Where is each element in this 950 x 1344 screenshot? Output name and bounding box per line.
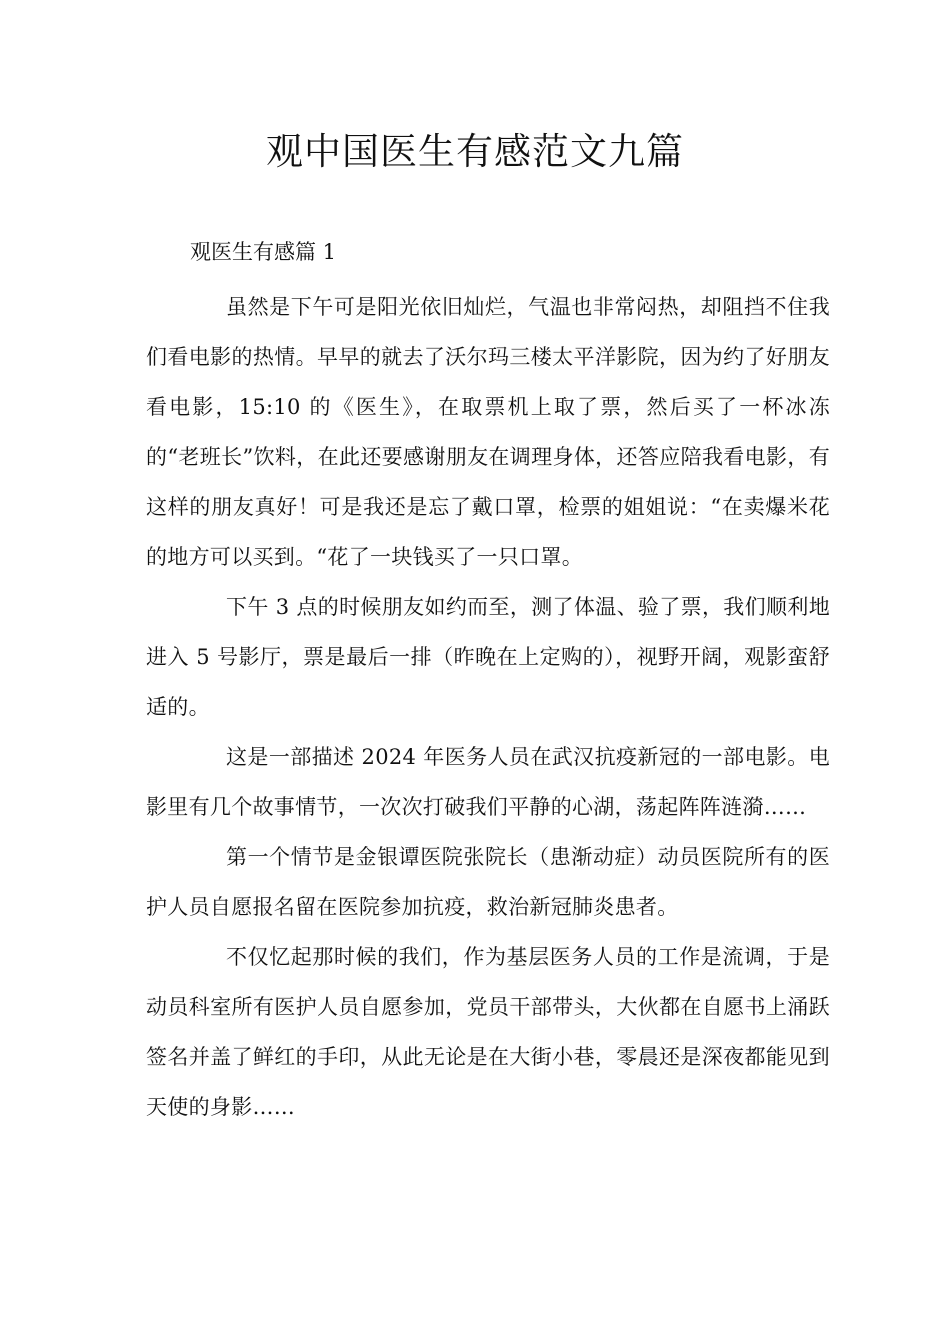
- section-heading: 观医生有感篇 1: [190, 240, 337, 264]
- paragraph: 这是一部描述 2024 年医务人员在武汉抗疫新冠的一部电影。电影里有几个故事情节，一次次打破我们平静的心湖，荡起阵阵涟漪……: [146, 745, 830, 819]
- paragraph: 第一个情节是金银谭医院张院长（患渐动症）动员医院所有的医护人员自愿报名留在医院参加抗疫，救治新冠肺炎患者。: [146, 845, 830, 919]
- document-title: 观中国医生有感范文九篇: [266, 130, 684, 173]
- document-body: [146, 282, 830, 1132]
- paragraph: 不仅忆起那时候的我们，作为基层医务人员的工作是流调，于是动员科室所有医护人员自愿参加，党员干部带头，大伙都在自愿书上涌跃签名并盖了鲜红的手印，从此无论是在大街小巷，零晨还是深夜都能见到天使的身影……: [146, 945, 830, 1119]
- paragraph: 虽然是下午可是阳光依旧灿烂，气温也非常闷热，却阻挡不住我们看电影的热情。早早的就去了沃尔玛三楼太平洋影院，因为约了好朋友看电影，15:10 的《医生》，在取票机上取了票，然后买了一杯冰冻的“老班长”饮料，在此还要感谢朋友在调理身体，还答应陪我看电影，有这样的朋友真好！可是我还是忘了戴口罩，检票的姐姐说：“在卖爆米花的地方可以买到。“花了一块钱买了一只口罩。: [146, 295, 830, 569]
- paragraph: 下午 3 点的时候朋友如约而至，测了体温、验了票，我们顺利地进入 5 号影厅，票是最后一排（昨晚在上定购的），视野开阔，观影蛮舒适的。: [146, 595, 830, 719]
